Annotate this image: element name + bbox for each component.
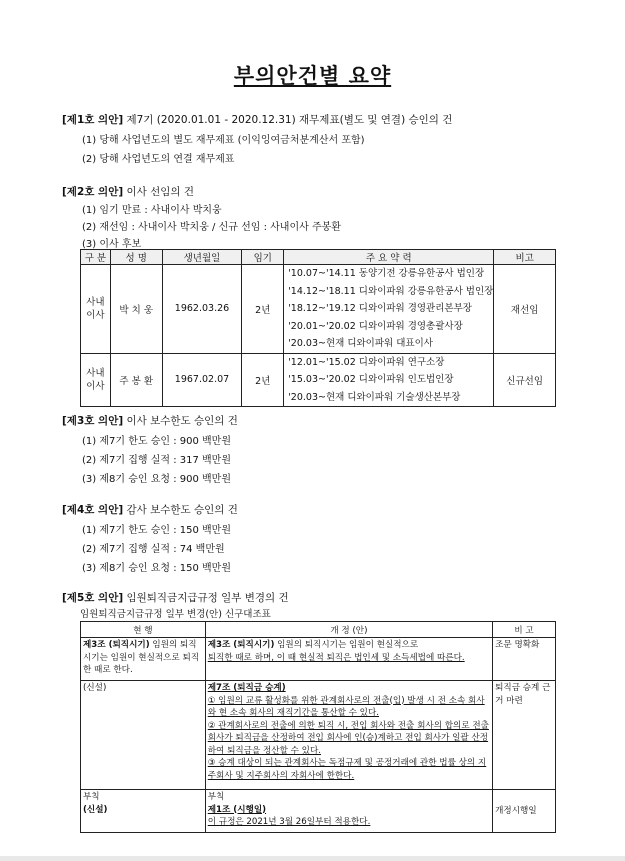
agenda-3-item: (2) 제7기 집행 실적 : 317 백만원: [82, 455, 231, 466]
article-paragraph: ① 임원의 교류 활성화를 위한 관계회사로의 전출(입) 발생 시 전 소속 회사와 현 소속 회사의 재직기간을 통산할 수 있다.: [207, 695, 485, 718]
article-text: 이 규정은 2021년 3월 26일부터 적용한다.: [207, 817, 371, 827]
cell-current: (신설): [81, 681, 206, 790]
article-paragraph: ② 관계회사로의 전출에 의한 퇴직 시, 전입 회사와 전출 회사의 합의로 전출 회사가 퇴직금을 산정하여 전입 회사에 인(승)계하고 전입 회사가 일괄 산정하여 퇴직금을 정산할 수 있다.: [207, 720, 489, 756]
col-header: 비 고: [493, 622, 556, 638]
cell-note: 신규선임: [494, 353, 556, 407]
table-row: [81, 265, 556, 354]
cell-career: [284, 353, 494, 407]
agenda-4-item: (1) 제7기 한도 승인 : 150 백만원: [82, 525, 231, 536]
agenda-2-item: (2) 재선임 : 사내이사 박치웅 / 신규 선임 : 사내이사 주봉환: [82, 222, 341, 233]
agenda-5-heading: [62, 590, 289, 605]
career-line: '15.03~'20.02 디와이파워 인도법인장: [288, 374, 454, 385]
article-text: 부칙: [83, 792, 100, 802]
article-heading: (신설): [83, 804, 108, 815]
article-heading: 제3조 (퇴직시기): [207, 640, 275, 650]
agenda-3-tag: [제3호 의안]: [62, 415, 124, 427]
agenda-5-subtitle: 임원퇴직금지급규정 일부 변경(안) 신구대조표: [80, 609, 271, 620]
col-header: 임기: [242, 250, 284, 265]
cell-current: [81, 790, 206, 833]
col-header: 비고: [494, 250, 556, 265]
table-row: [81, 790, 556, 833]
table-row: [81, 638, 556, 681]
page-bottom-edge: [0, 856, 625, 861]
agenda-2-item: (3) 이사 후보: [82, 239, 142, 250]
table-header-row: [81, 622, 556, 638]
cell-revised: [205, 681, 492, 790]
article-text: 임원의 퇴직시기는 임원이 현실적으로: [274, 640, 419, 650]
agenda-3-item: (1) 제7기 한도 승인 : 900 백만원: [82, 436, 231, 447]
career-line: '14.12~'18.11 디와이파워 강릉유한공사 법인장: [288, 285, 494, 297]
article-heading: 제3조 (퇴직시기): [83, 640, 150, 650]
cell-current: [81, 638, 206, 681]
cell-note: 조문 명확화: [493, 638, 556, 681]
agenda-3-title: 이사 보수한도 승인의 건: [126, 415, 238, 427]
agenda-2-item: (1) 임기 만료 : 사내이사 박치웅: [82, 205, 222, 216]
cell-note: 퇴직금 승계 근거 마련: [493, 681, 556, 790]
cell-birth: 1967.02.07: [162, 353, 242, 407]
cell-revised: [205, 638, 492, 681]
agenda-2-title: 이사 선임의 건: [126, 186, 195, 198]
agenda-4-item: (2) 제7기 집행 실적 : 74 백만원: [82, 544, 225, 555]
agenda-4-item: (3) 제8기 승인 요청 : 150 백만원: [82, 563, 231, 574]
cell-name: 주 봉 환: [110, 353, 162, 407]
career-line: '20.01~'20.02 디와이파워 경영총괄사장: [288, 320, 463, 332]
career-line: '10.07~'14.11 동양기전 강릉유한공사 법인장: [288, 268, 485, 279]
career-line: '20.03~현재 디와이파워 기술생산본부장: [288, 391, 461, 403]
cell-term: 2년: [242, 265, 284, 354]
cell-type: 사내 이사: [81, 265, 111, 354]
cell-revised: [205, 790, 492, 833]
col-header: 구 분: [81, 250, 111, 265]
table-header-row: [81, 250, 556, 265]
cell-career: [284, 265, 494, 354]
cell-note: 재선임: [494, 265, 556, 354]
article-heading: 제7조 (퇴직금 승계): [207, 683, 286, 693]
career-line: '20.03~현재 디와이파워 대표이사: [288, 338, 433, 349]
agenda-4-tag: [제4호 의안]: [62, 504, 124, 516]
agenda-3-heading: [62, 413, 238, 428]
cell-name: 박 치 웅: [110, 265, 162, 354]
agenda-2-tag: [제2호 의안]: [62, 186, 124, 198]
agenda-1-tag: [제1호 의안]: [62, 114, 124, 126]
article-text: 임원의 퇴직시기는 임원이 현실적으로 퇴직한 때로 한다.: [83, 640, 200, 675]
agenda-4-title: 감사 보수한도 승인의 건: [126, 504, 238, 516]
table-row: [81, 681, 556, 790]
table-row: [81, 353, 556, 407]
agenda-5-title: 임원퇴직금지급규정 일부 변경의 건: [126, 592, 289, 604]
regulation-comparison-table: [80, 621, 556, 833]
page-title: 부의안건별 요약: [233, 64, 392, 88]
agenda-1-heading: [62, 112, 452, 127]
article-text: 부칙: [207, 792, 225, 802]
career-line: '18.12~'19.12 디와이파워 경영관리본부장: [288, 303, 472, 314]
col-header: 개 정 (안): [205, 622, 492, 638]
col-header: 주 요 약 력: [284, 250, 494, 265]
cell-note: 개정시행일: [493, 790, 556, 833]
director-candidates-table: [80, 249, 556, 407]
article-heading: 제1조 (시행일): [207, 804, 267, 815]
agenda-4-heading: [62, 502, 238, 517]
col-header: 성 명: [110, 250, 162, 265]
agenda-2-heading: [62, 184, 194, 199]
article-paragraph: ③ 승계 대상이 되는 관계회사는 독점규제 및 공정거래에 관한 법률 상의 지주회사 및 지주회사의 자회사에 한한다.: [207, 758, 487, 781]
agenda-5-tag: [제5호 의안]: [62, 592, 124, 604]
agenda-1-title: 제7기 (2020.01.01 - 2020.12.31) 재무제표(별도 및 연결) 승인의 건: [126, 114, 453, 126]
cell-term: 2년: [242, 353, 284, 407]
agenda-3-item: (3) 제8기 승인 요청 : 900 백만원: [82, 474, 231, 485]
article-text: 퇴직한 때로 하며, 이 때 현실적 퇴직은 법인세 및 소득세법에 따른다.: [207, 652, 465, 663]
career-line: '12.01~'15.02 디와이파워 연구소장: [288, 356, 445, 368]
cell-birth: 1962.03.26: [162, 265, 242, 354]
col-header: 생년월일: [162, 250, 242, 265]
cell-type: 사내 이사: [81, 353, 111, 407]
agenda-1-item: (1) 당해 사업년도의 별도 재무제표 (이익잉여금처분계산서 포함): [82, 135, 365, 146]
col-header: 현 행: [81, 622, 206, 638]
agenda-1-item: (2) 당해 사업년도의 연결 재무제표: [82, 154, 235, 165]
